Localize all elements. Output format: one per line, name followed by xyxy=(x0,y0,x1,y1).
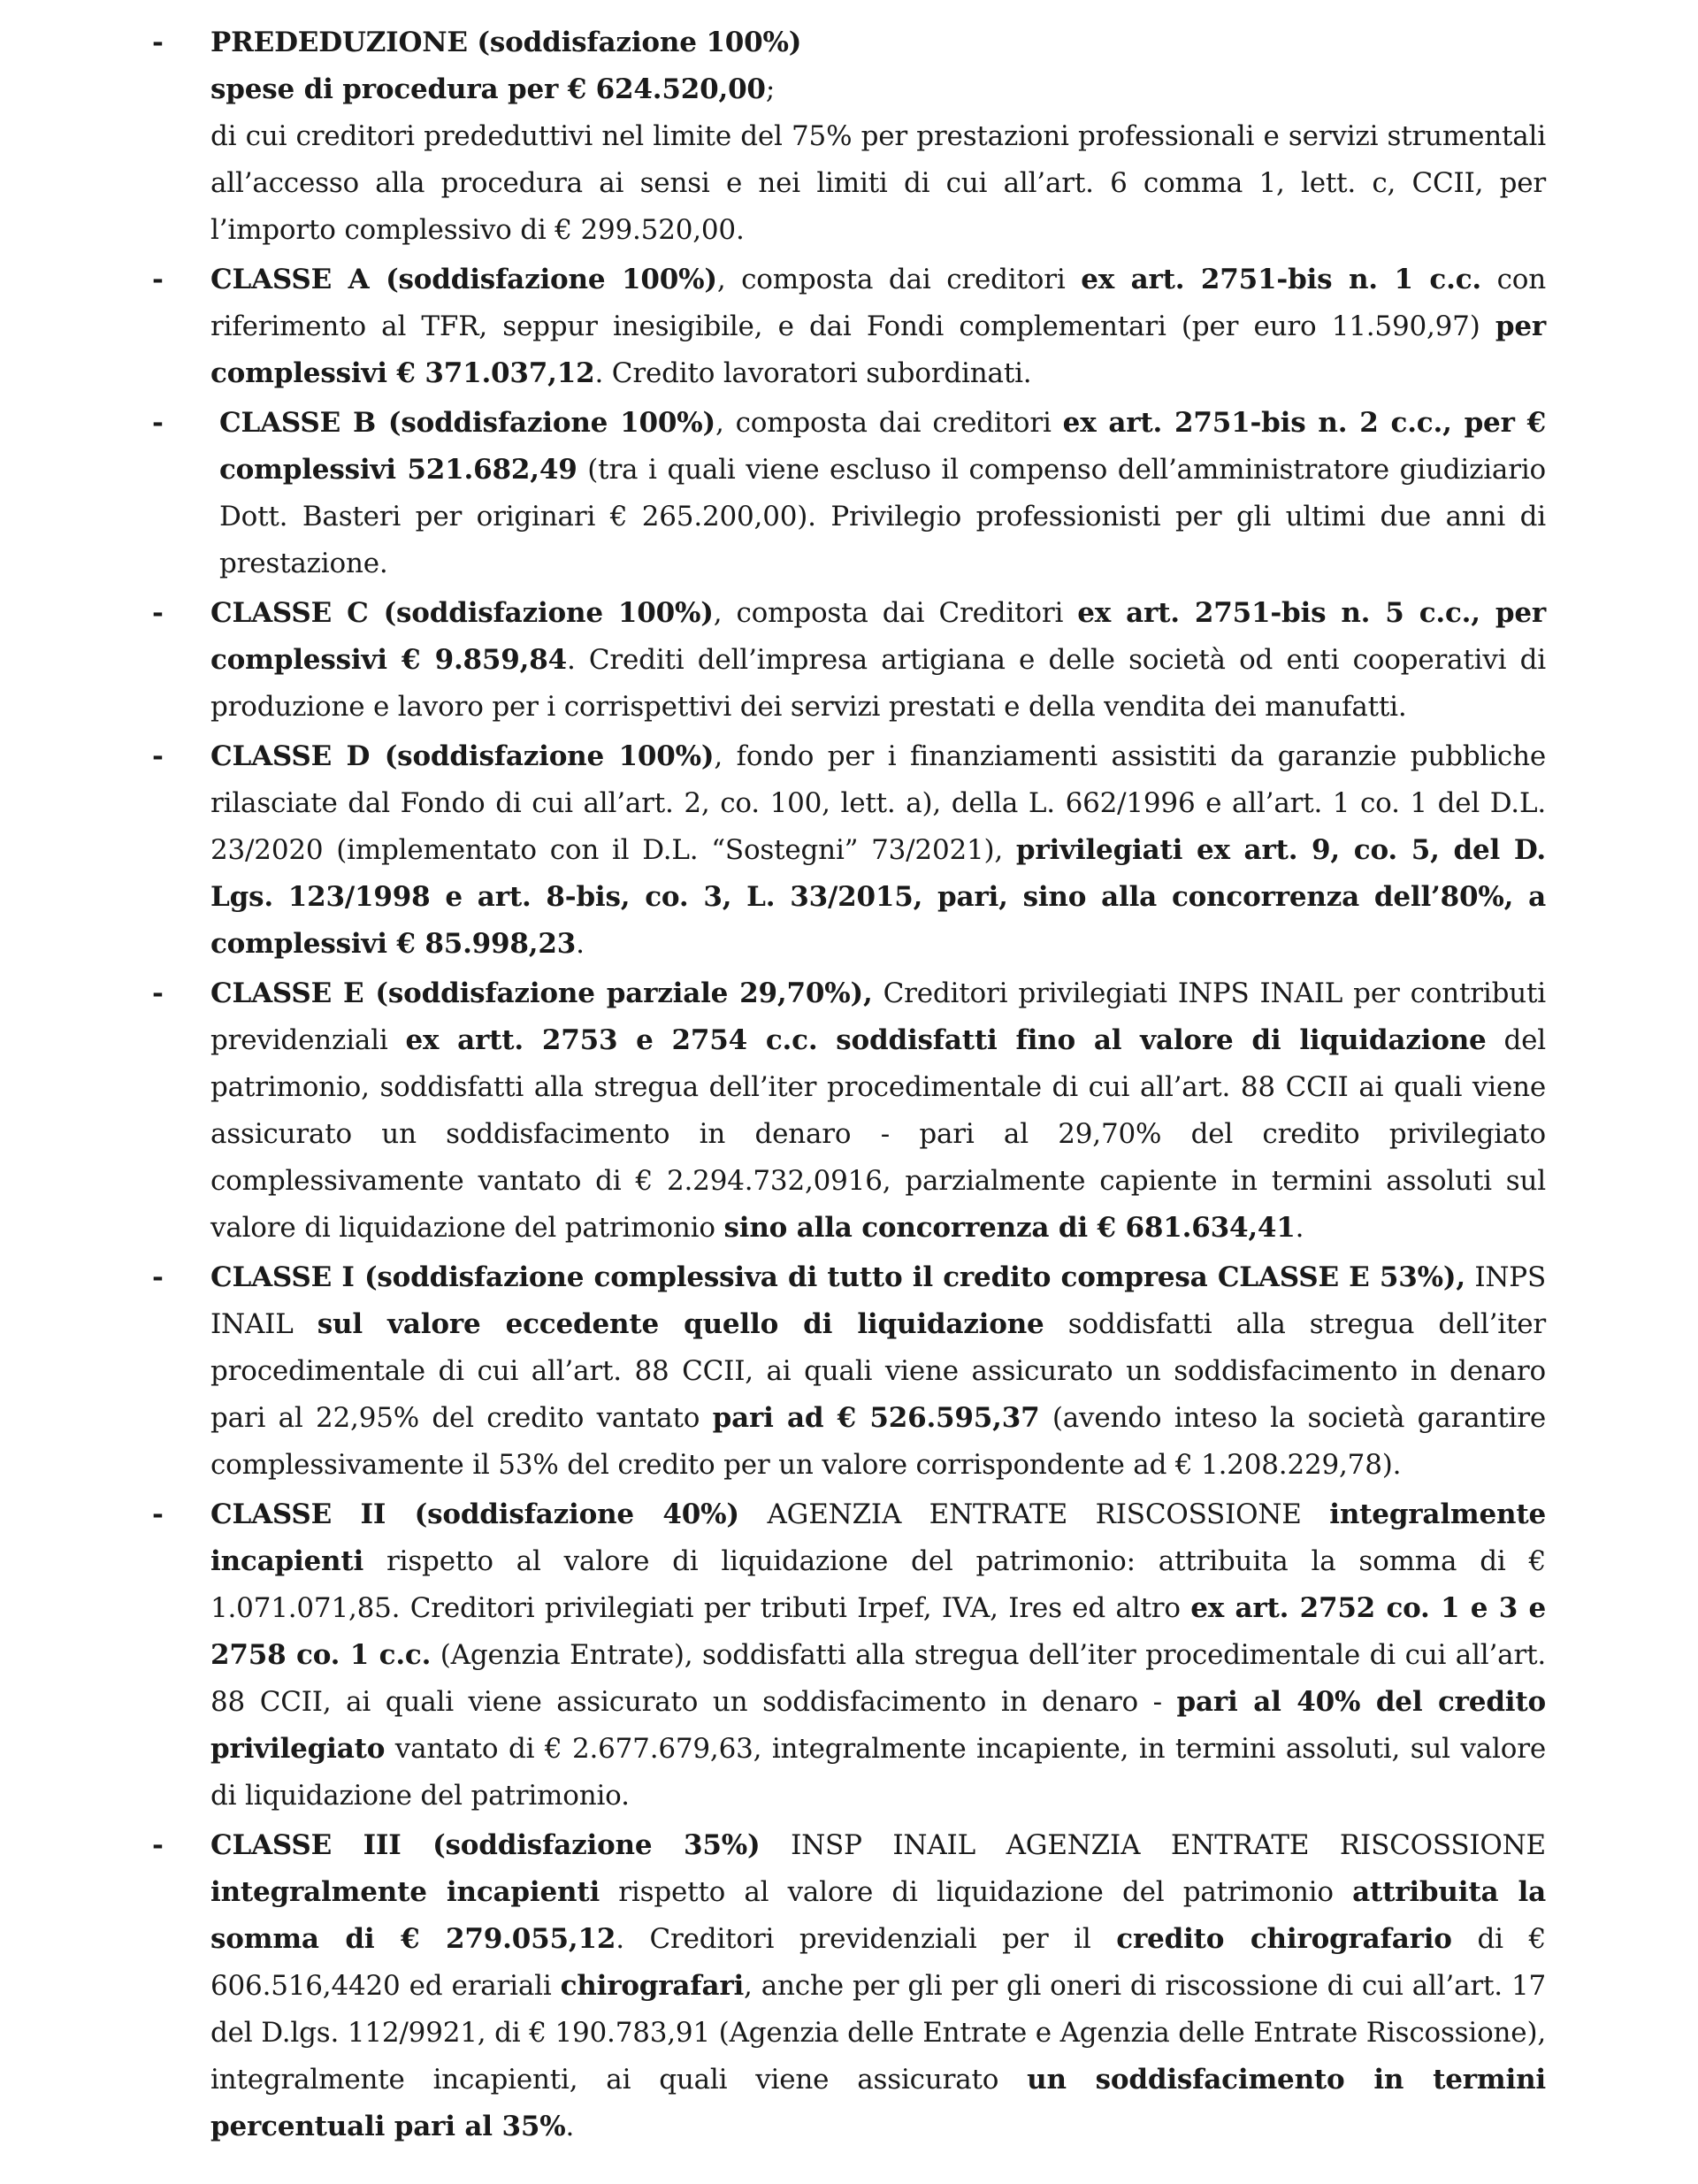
text-run: . Credito lavoratori subordinati. xyxy=(594,357,1032,389)
text-run: (tra i quali viene escluso il compenso dell’amministratore giudiziario Dott. Basteri per originari € 265.200,00). Privilegio professionisti per gli ultimi due anni di prestazione. xyxy=(219,454,1546,579)
bold-text: sul valore eccedente quello di liquidazione xyxy=(317,1308,1044,1340)
paragraph xyxy=(210,590,1546,731)
text-run: , composta dai creditori xyxy=(716,264,1082,295)
list-item xyxy=(152,400,1546,587)
bold-text: PREDEDUZIONE (soddisfazione 100%) xyxy=(210,27,802,58)
bullet-dash: - xyxy=(152,1829,164,1861)
paragraph xyxy=(210,113,1546,254)
bold-text: integralmente incapienti xyxy=(210,1498,1546,1577)
text-run: rispetto al valore di liquidazione del patrimonio xyxy=(600,1876,1353,1908)
bold-text: CLASSE C (soddisfazione 100%) xyxy=(210,597,714,629)
paragraph xyxy=(210,733,1546,968)
bullet-dash: - xyxy=(152,264,164,295)
bold-text: credito chirografario xyxy=(1116,1923,1452,1955)
list-item xyxy=(152,590,1546,731)
text-run: . Crediti dell’impresa artigiana e delle società od enti cooperativi di produzione e lavoro per i corrispettivi dei servizi prestati e della vendita dei manufatti. xyxy=(210,644,1546,723)
text-run: INPS INAIL xyxy=(210,1261,1546,1340)
bold-text: sino alla concorrenza di € 681.634,41 xyxy=(723,1212,1296,1244)
bullet-dash: - xyxy=(152,597,164,629)
text-run: soddisfatti alla stregua dell’iter procedimentale di cui all’art. 88 CCII, ai quali viene assicurato un soddisfacimento in denaro pari al 22,95% del credito vantato xyxy=(210,1308,1546,1434)
list-item xyxy=(152,1491,1546,1820)
bullet-dash: - xyxy=(152,977,164,1009)
bold-text: pari ad € 526.595,37 xyxy=(712,1402,1040,1434)
creditor-classes-list xyxy=(152,19,1546,2150)
list-item xyxy=(152,257,1546,397)
paragraph xyxy=(210,1254,1546,1489)
bold-text: CLASSE A (soddisfazione 100%) xyxy=(210,264,717,295)
text-run: . xyxy=(1295,1212,1304,1244)
bold-text: un soddisfacimento in termini percentuali pari al 35% xyxy=(210,2064,1546,2142)
paragraph xyxy=(210,19,1546,66)
bold-text: CLASSE E (soddisfazione parziale 29,70%), xyxy=(210,977,873,1009)
list-item xyxy=(152,970,1546,1252)
list-item xyxy=(152,1254,1546,1489)
text-run: . xyxy=(565,2111,575,2142)
text-run: INSP INAIL AGENZIA ENTRATE RISCOSSIONE xyxy=(760,1829,1546,1861)
paragraph xyxy=(219,400,1546,587)
text-run: , fondo per i finanziamenti assistiti da garanzie pubbliche rilasciate dal Fondo di cui all’art. 2, co. 100, lett. a), della L. 662/1996 e all’art. 1 co. 1 del D.L. 23/2020 (implementato con il D.L. “Sostegni” 73/2021), xyxy=(210,740,1547,866)
text-run: di € 606.516,4420 ed erariali xyxy=(210,1923,1546,2002)
text-run: con riferimento al TFR, seppur inesigibile, e dai Fondi complementari (per euro 11.590,97) xyxy=(210,264,1547,342)
bold-text: pari al 40% del credito privilegiato xyxy=(210,1686,1546,1765)
bold-text: CLASSE I (soddisfazione complessiva di tutto il credito compresa CLASSE E 53%), xyxy=(210,1261,1465,1293)
paragraph xyxy=(210,66,1546,113)
paragraph xyxy=(210,257,1546,397)
text-run: rispetto al valore di liquidazione del patrimonio: attribuita la somma di € 1.071.071,85. Creditori privilegiati per tributi Irpef, IVA, Ires ed altro xyxy=(210,1545,1546,1624)
text-run: . xyxy=(576,928,585,960)
text-run: . Creditori previdenziali per il xyxy=(616,1923,1117,1955)
bold-text: CLASSE II (soddisfazione 40%) xyxy=(210,1498,739,1530)
bullet-dash: - xyxy=(152,1498,164,1530)
bold-text: CLASSE III (soddisfazione 35%) xyxy=(210,1829,761,1861)
bold-text: ex art. 2751-bis n. 2 c.c., per € complessivi 521.682,49 xyxy=(219,407,1546,486)
bold-text: attribuita la somma di € 279.055,12 xyxy=(210,1876,1546,1955)
bold-text: CLASSE D (soddisfazione 100%) xyxy=(210,740,715,772)
bold-text: ex art. 2752 co. 1 e 3 e 2758 co. 1 c.c. xyxy=(210,1592,1546,1671)
text-run: di cui creditori prededuttivi nel limite del 75% per prestazioni professionali e servizi strumentali all’accesso alla procedura ai sensi e nei limiti di cui all’art. 6 comma 1, lett. c, CCII, per l’importo complessivo di € 299.520,00. xyxy=(210,120,1546,246)
text-run: Creditori privilegiati INPS INAIL per contributi previdenziali xyxy=(210,977,1546,1056)
bold-text: privilegiati ex art. 9, co. 5, del D. Lgs. 123/1998 e art. 8-bis, co. 3, L. 33/2015, pari, sino alla concorrenza dell’80%, a complessivi € 85.998,23 xyxy=(210,834,1546,960)
text-run: , composta dai creditori xyxy=(715,407,1063,439)
list-item xyxy=(152,733,1546,968)
bullet-dash: - xyxy=(152,740,164,772)
text-run: AGENZIA ENTRATE RISCOSSIONE xyxy=(738,1498,1330,1530)
bold-text: ex art. 2751-bis n. 1 c.c. xyxy=(1081,264,1481,295)
text-run: del patrimonio, soddisfatti alla stregua dell’iter procedimentale di cui all’art. 88 CCII ai quali viene assicurato un soddisfacimento in denaro - pari al 29,70% del credito privilegiato complessivamente vantato di € 2.294.732,0916, parzialmente capiente in termini assoluti sul valore di liquidazione del patrimonio xyxy=(210,1024,1546,1244)
paragraph xyxy=(210,1822,1546,2150)
bold-text: ex artt. 2753 e 2754 c.c. soddisfatti fino al valore di liquidazione xyxy=(405,1024,1487,1056)
bold-text: per complessivi € 371.037,12 xyxy=(210,310,1546,389)
bold-text: chirografari xyxy=(560,1970,745,2002)
list-item xyxy=(152,19,1546,254)
paragraph xyxy=(210,1491,1546,1820)
bold-text: ex art. 2751-bis n. 5 c.c., per complessivi € 9.859,84 xyxy=(210,597,1546,676)
text-run: vantato di € 2.677.679,63, integralmente incapiente, in termini assoluti, sul valore di liquidazione del patrimonio. xyxy=(210,1733,1546,1812)
text-run: ; xyxy=(765,73,776,105)
bold-text: CLASSE B (soddisfazione 100%) xyxy=(219,407,715,439)
bold-text: spese di procedura per € 624.520,00 xyxy=(210,73,766,105)
bullet-dash: - xyxy=(152,407,164,439)
list-item xyxy=(152,1822,1546,2150)
bullet-dash: - xyxy=(152,1261,164,1293)
bold-text: integralmente incapienti xyxy=(210,1876,600,1908)
bullet-dash: - xyxy=(152,27,164,58)
text-run: (avendo inteso la società garantire complessivamente il 53% del credito per un valore corrispondente ad € 1.208.229,78). xyxy=(210,1402,1546,1481)
text-run: , anche per gli per gli oneri di riscossione di cui all’art. 17 del D.lgs. 112/9921, di € 190.783,91 (Agenzia delle Entrate e Agenzia delle Entrate Riscossione), integralmente incapienti, ai quali viene assicurato xyxy=(210,1970,1546,2096)
text-run: (Agenzia Entrate), soddisfatti alla stregua dell’iter procedimentale di cui all’art. 88 CCII, ai quali viene assicurato un soddisfacimento in denaro - xyxy=(210,1639,1546,1718)
paragraph xyxy=(210,970,1546,1252)
text-run: , composta dai Creditori xyxy=(713,597,1078,629)
